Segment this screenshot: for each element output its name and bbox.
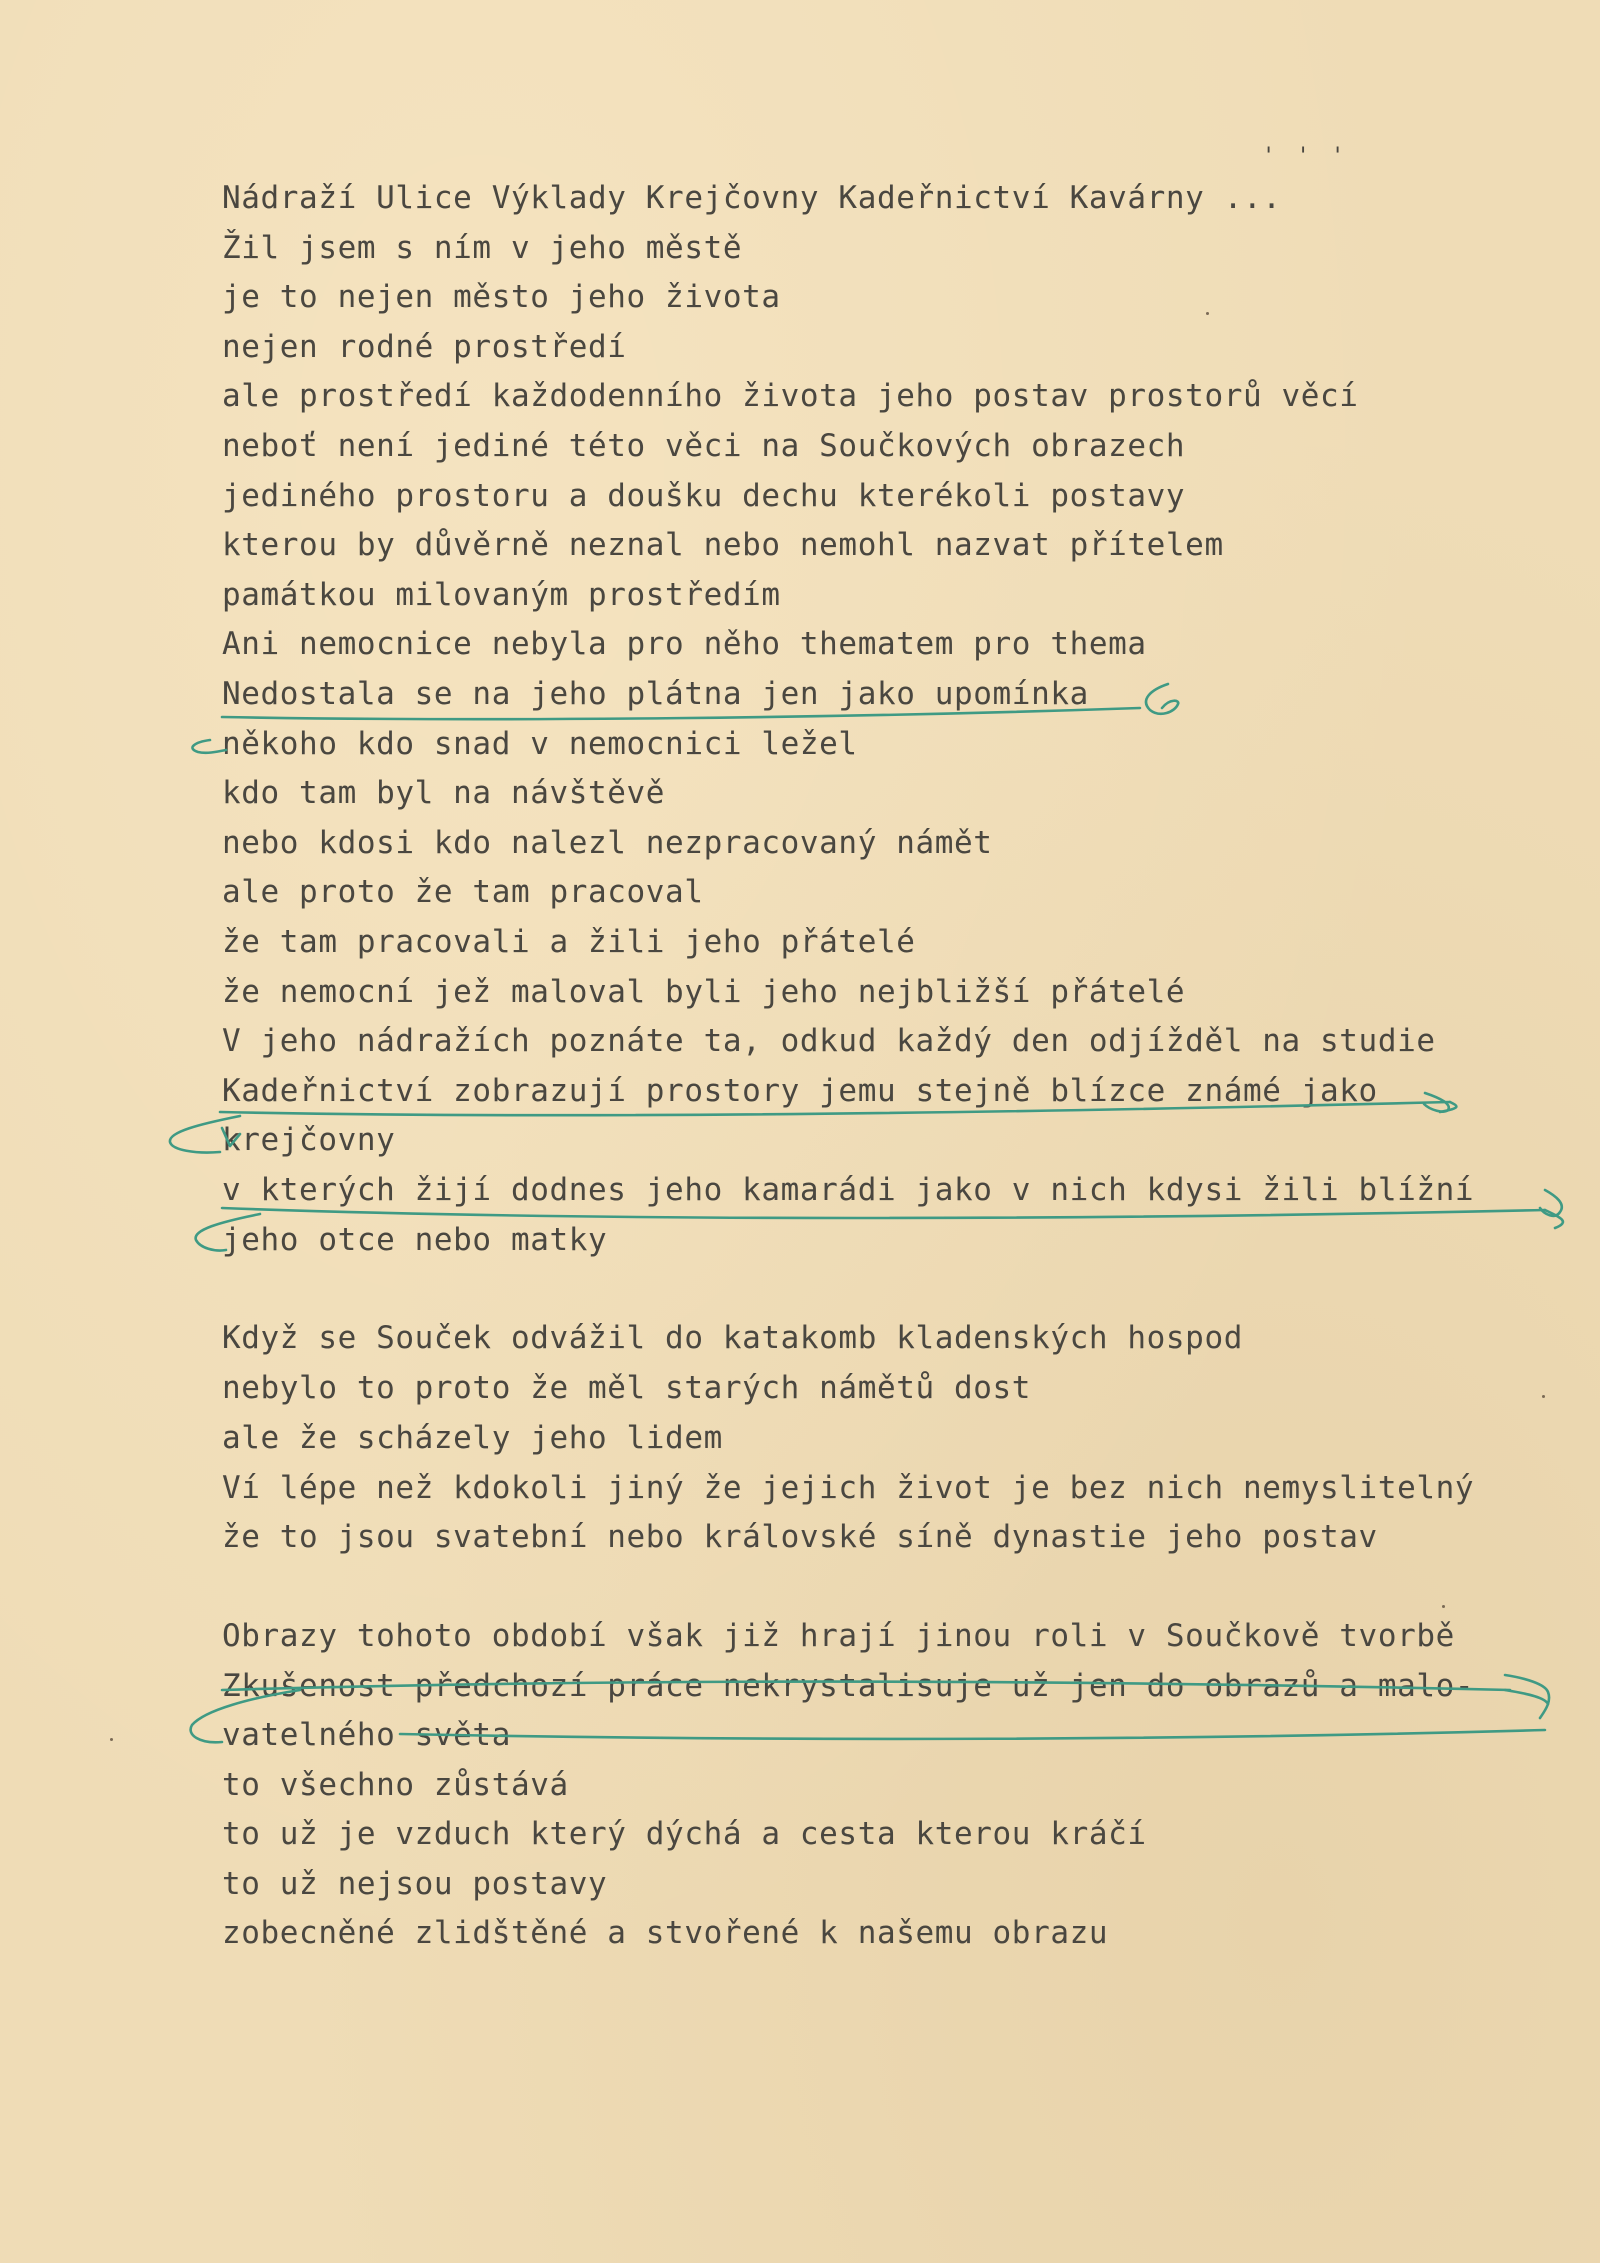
- text-line: ale proto že tam pracoval: [222, 874, 704, 910]
- text-line: že to jsou svatební nebo královské síně dynastie jeho postav: [222, 1519, 1378, 1555]
- text-line: Obrazy tohoto období však již hrají jinou roli v Součkově tvorbě: [222, 1618, 1455, 1654]
- text-line: v kterých žijí dodnes jeho kamarádi jako v nich kdysi žili blížní: [222, 1172, 1475, 1208]
- pen-underline: [400, 1730, 1545, 1739]
- text-line: Nádraží Ulice Výklady Krejčovny Kadeřnictví Kavárny ...: [222, 180, 1282, 216]
- text-line: ale že scházely jeho lidem: [222, 1420, 723, 1456]
- pen-join-mark: [1146, 684, 1178, 714]
- text-line: Ani nemocnice nebyla pro něho thematem pro thema: [222, 626, 1147, 662]
- text-line: kterou by důvěrně neznal nebo nemohl nazvat přítelem: [222, 527, 1224, 563]
- text-line: Žil jsem s ním v jeho městě: [222, 230, 743, 266]
- text-line: Když se Souček odvážil do katakomb kladenských hospod: [222, 1320, 1243, 1356]
- pen-join-mark: [192, 740, 226, 753]
- text-line: Nedostala se na jeho plátna jen jako upomínka: [222, 676, 1089, 712]
- text-line: V jeho nádražích poznáte ta, odkud každý den odjížděl na studie: [222, 1023, 1436, 1059]
- paper-speck: [1206, 312, 1209, 315]
- pen-join-mark: [1545, 1210, 1563, 1228]
- text-line: zobecněné zlidštěné a stvořené k našemu obrazu: [222, 1915, 1109, 1951]
- text-line: nebo kdosi kdo nalezl nezpracovaný námět: [222, 825, 993, 861]
- text-line: nejen rodné prostředí: [222, 329, 627, 365]
- text-line: Ví lépe než kdokoli jiný že jejich život je bez nich nemyslitelný: [222, 1470, 1475, 1506]
- pen-join-mark: [1540, 1190, 1562, 1216]
- text-line: to už nejsou postavy: [222, 1866, 608, 1902]
- pen-join-mark: [1440, 1102, 1456, 1112]
- pen-underline: [222, 1208, 1545, 1218]
- text-line: jeho otce nebo matky: [222, 1222, 608, 1258]
- text-line: to všechno zůstává: [222, 1767, 569, 1803]
- pen-join-mark: [1505, 1675, 1549, 1718]
- paper-speck: [1542, 1395, 1545, 1398]
- text-line: Zkušenost předchozí práce nekrystalisuje už jen do obrazů a malo-: [222, 1668, 1475, 1704]
- pen-join-mark: [1505, 1690, 1548, 1704]
- text-line: jediného prostoru a doušku dechu kterékoli postavy: [222, 478, 1186, 514]
- pen-join-mark: [1424, 1093, 1449, 1112]
- text-line: že tam pracovali a žili jeho přátelé: [222, 924, 916, 960]
- text-line: vatelného světa: [222, 1717, 511, 1753]
- text-line: kdo tam byl na návštěvě: [222, 775, 666, 811]
- text-line: ale prostředí každodenního života jeho postav prostorů věcí: [222, 378, 1359, 414]
- text-line: je to nejen město jeho života: [222, 279, 781, 315]
- paper-speck: [1442, 1605, 1445, 1608]
- top-mark: ' ' ': [1262, 144, 1349, 169]
- text-line: Kadeřnictví zobrazují prostory jemu stejně blízce známé jako: [222, 1073, 1378, 1109]
- text-line: nebylo to proto že měl starých námětů dost: [222, 1370, 1032, 1406]
- text-line: krejčovny: [222, 1122, 396, 1158]
- paper-speck: [110, 1738, 113, 1741]
- text-line: někoho kdo snad v nemocnici ležel: [222, 726, 858, 762]
- text-line: to už je vzduch který dýchá a cesta kterou kráčí: [222, 1816, 1147, 1852]
- text-line: neboť není jediné této věci na Součkových obrazech: [222, 428, 1186, 464]
- text-line: že nemocní jež maloval byli jeho nejbližší přátelé: [222, 974, 1186, 1010]
- text-line: památkou milovaným prostředím: [222, 577, 781, 613]
